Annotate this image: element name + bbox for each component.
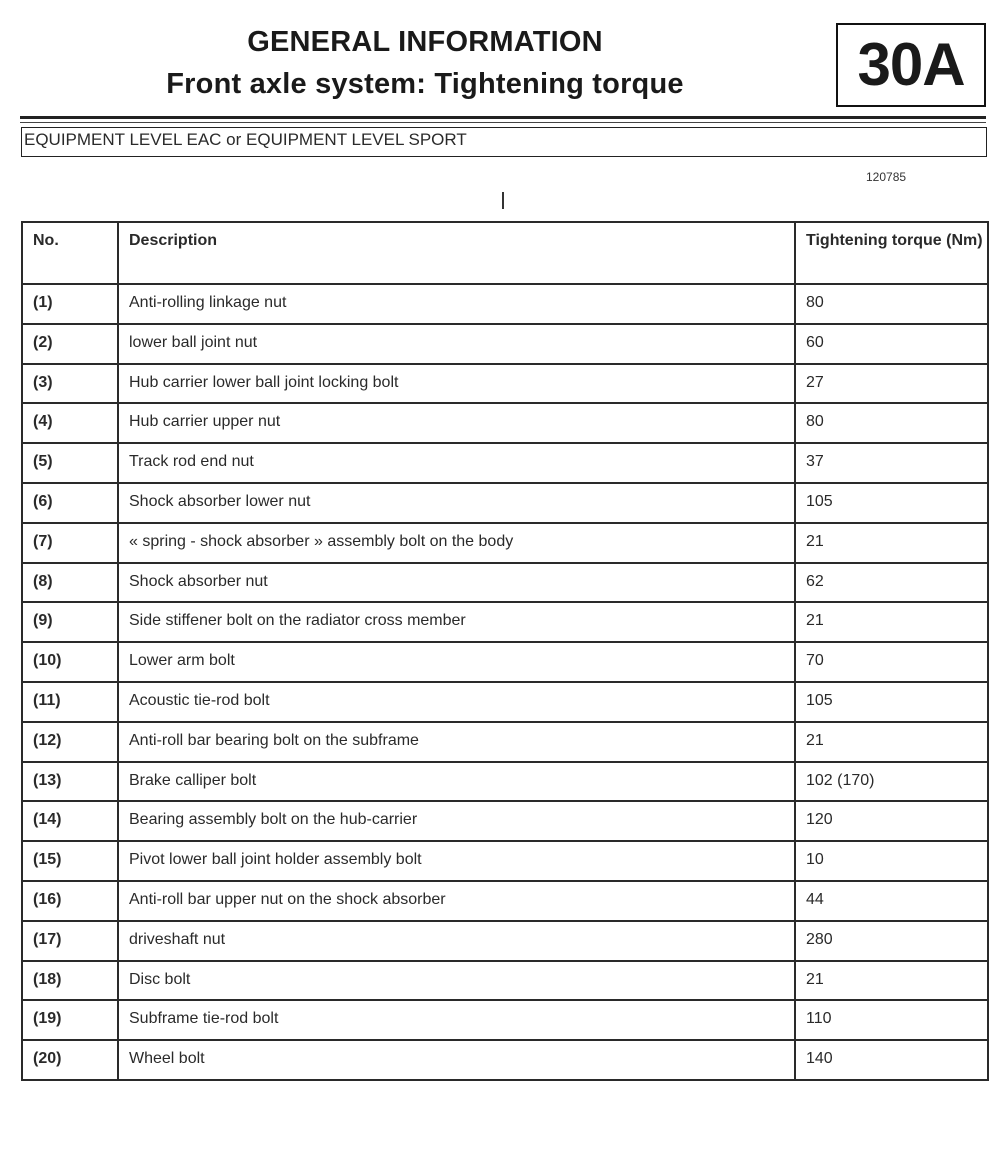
row-description: lower ball joint nut — [118, 324, 795, 364]
row-description: Shock absorber lower nut — [118, 483, 795, 523]
row-torque-value: 80 — [795, 403, 988, 443]
row-description: Pivot lower ball joint holder assembly bolt — [118, 841, 795, 881]
row-torque-value: 105 — [795, 682, 988, 722]
table-row — [22, 881, 988, 921]
table-row — [22, 523, 988, 563]
table-row — [22, 722, 988, 762]
row-torque-value: 120 — [795, 801, 988, 841]
row-number: (13) — [22, 762, 118, 802]
row-torque-value: 21 — [795, 961, 988, 1001]
row-number: (6) — [22, 483, 118, 523]
row-description: driveshaft nut — [118, 921, 795, 961]
column-header-description: Description — [118, 222, 795, 284]
row-torque-value: 60 — [795, 324, 988, 364]
table-row — [22, 762, 988, 802]
row-description: Anti-roll bar upper nut on the shock absorber — [118, 881, 795, 921]
table-body — [22, 284, 988, 1080]
table-row — [22, 284, 988, 324]
table-row — [22, 682, 988, 722]
title-general-information: GENERAL INFORMATION — [247, 26, 603, 58]
row-number: (15) — [22, 841, 118, 881]
column-header-torque: Tightening torque (Nm) — [795, 222, 988, 284]
page-title — [20, 22, 830, 106]
table-row — [22, 364, 988, 404]
row-number: (20) — [22, 1040, 118, 1080]
row-number: (7) — [22, 523, 118, 563]
row-number: (14) — [22, 801, 118, 841]
table-row — [22, 921, 988, 961]
table-header-row — [22, 222, 988, 284]
row-description: Lower arm bolt — [118, 642, 795, 682]
row-number: (17) — [22, 921, 118, 961]
row-torque-value: 102 (170) — [795, 762, 988, 802]
row-description: Hub carrier upper nut — [118, 403, 795, 443]
row-torque-value: 62 — [795, 563, 988, 603]
row-description: Hub carrier lower ball joint locking bolt — [118, 364, 795, 404]
row-number: (4) — [22, 403, 118, 443]
row-description: Bearing assembly bolt on the hub-carrier — [118, 801, 795, 841]
row-description: Subframe tie-rod bolt — [118, 1000, 795, 1040]
row-number: (11) — [22, 682, 118, 722]
row-description: « spring - shock absorber » assembly bolt on the body — [118, 523, 795, 563]
row-number: (18) — [22, 961, 118, 1001]
row-torque-value: 105 — [795, 483, 988, 523]
row-description: Side stiffener bolt on the radiator cross member — [118, 602, 795, 642]
row-description: Shock absorber nut — [118, 563, 795, 603]
equipment-level-banner: EQUIPMENT LEVEL EAC or EQUIPMENT LEVEL SPORT — [21, 127, 987, 157]
table-row — [22, 324, 988, 364]
row-torque-value: 21 — [795, 602, 988, 642]
row-number: (12) — [22, 722, 118, 762]
table-row — [22, 841, 988, 881]
row-description: Anti-roll bar bearing bolt on the subframe — [118, 722, 795, 762]
table-row — [22, 483, 988, 523]
row-torque-value: 70 — [795, 642, 988, 682]
table-row — [22, 801, 988, 841]
row-number: (1) — [22, 284, 118, 324]
row-torque-value: 27 — [795, 364, 988, 404]
row-description: Anti-rolling linkage nut — [118, 284, 795, 324]
row-number: (19) — [22, 1000, 118, 1040]
row-number: (9) — [22, 602, 118, 642]
row-torque-value: 140 — [795, 1040, 988, 1080]
row-description: Disc bolt — [118, 961, 795, 1001]
table-row — [22, 403, 988, 443]
table-row — [22, 1040, 988, 1080]
row-torque-value: 280 — [795, 921, 988, 961]
row-number: (16) — [22, 881, 118, 921]
row-number: (3) — [22, 364, 118, 404]
title-front-axle-torque: Front axle system: Tightening torque — [166, 68, 684, 100]
row-description: Wheel bolt — [118, 1040, 795, 1080]
table-row — [22, 443, 988, 483]
table-row — [22, 1000, 988, 1040]
row-number: (2) — [22, 324, 118, 364]
figure-reference: 120785 — [866, 170, 907, 184]
row-description: Brake calliper bolt — [118, 762, 795, 802]
table-row — [22, 563, 988, 603]
tightening-torque-table — [21, 221, 989, 1081]
column-header-no: No. — [22, 222, 118, 284]
table-row — [22, 961, 988, 1001]
row-number: (10) — [22, 642, 118, 682]
row-description: Track rod end nut — [118, 443, 795, 483]
row-torque-value: 37 — [795, 443, 988, 483]
table-row — [22, 642, 988, 682]
row-torque-value: 80 — [795, 284, 988, 324]
row-number: (8) — [22, 563, 118, 603]
section-code-badge: 30A — [836, 23, 986, 107]
row-description: Acoustic tie-rod bolt — [118, 682, 795, 722]
row-number: (5) — [22, 443, 118, 483]
text-cursor-mark — [502, 192, 504, 209]
header-divider-thick — [20, 116, 986, 119]
row-torque-value: 10 — [795, 841, 988, 881]
table-row — [22, 602, 988, 642]
row-torque-value: 44 — [795, 881, 988, 921]
header-divider-thin — [20, 122, 986, 123]
row-torque-value: 21 — [795, 722, 988, 762]
row-torque-value: 110 — [795, 1000, 988, 1040]
row-torque-value: 21 — [795, 523, 988, 563]
